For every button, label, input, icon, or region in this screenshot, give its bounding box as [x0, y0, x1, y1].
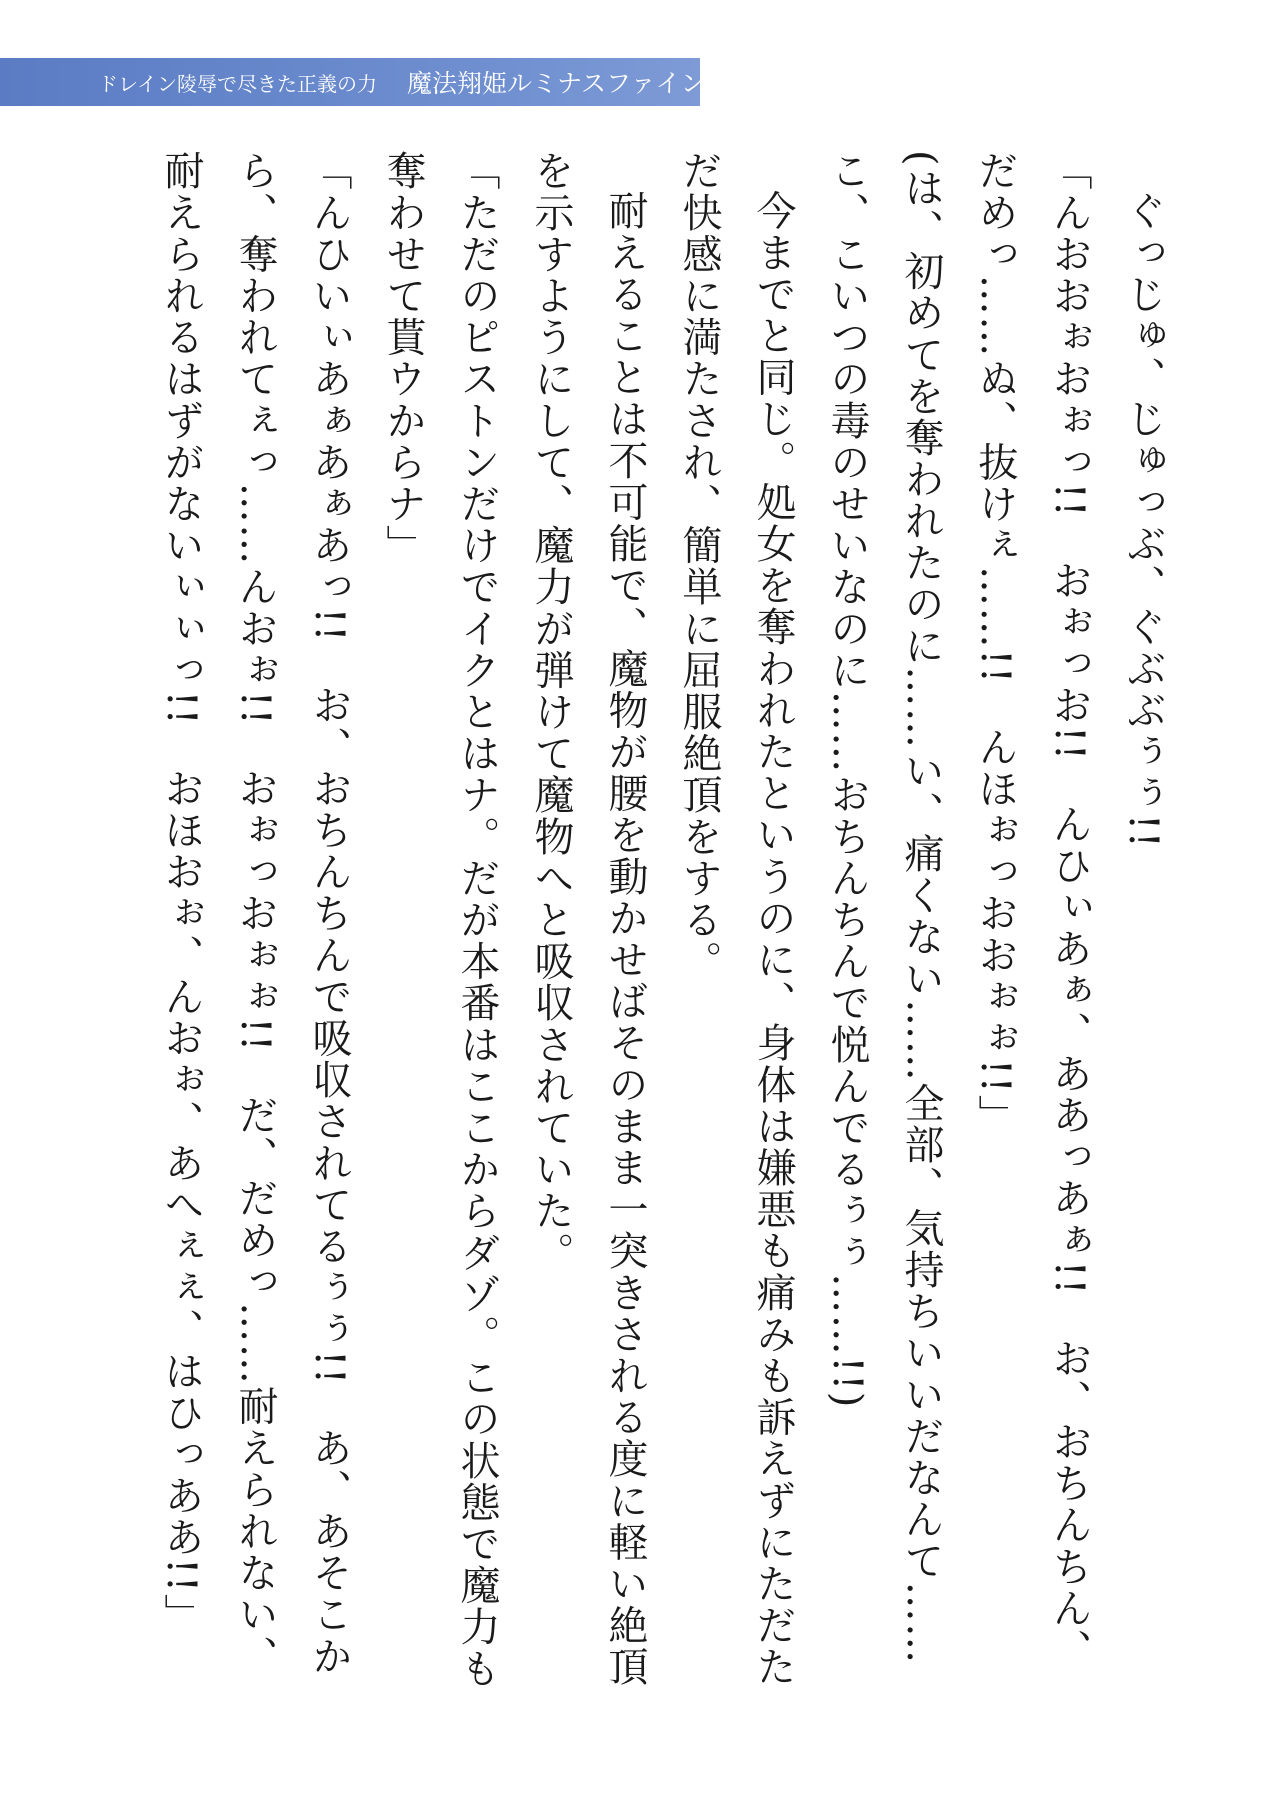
vertical-body-text	[90, 150, 1180, 1710]
paragraph: 「ただのピストンだけでイクとはナ。だが本番はここからダゾ。この状態で魔力も奪わせて貰ウからナ」	[380, 150, 500, 1690]
paragraph: 今までと同じ。処女を奪われたというのに、身体は嫌悪も痛みも訴えずにただただ快感に満たされ、簡単に屈服絶頂をする。	[676, 150, 796, 1688]
header-series-title: ドレイン陵辱で尽きた正義の力	[98, 71, 377, 96]
running-header	[0, 58, 706, 106]
paragraph: ぐっじゅ、じゅっぶ、ぐぶぶぅぅ!!	[1120, 190, 1166, 850]
paragraph: (は、初めてを奪われたのに……い、痛くない……全部、気持ちいいだなんて……こ、こいつの毒のせいなのに……おちんちんで悦んでるぅぅ……!!)	[824, 150, 944, 1665]
paragraph: 「んおおぉおぉっ!! おぉっお!! んひぃあぁ、ああっあぁ!! お、おちんちん、だめっ……ぬ、抜けぇ……!! んほぉっおおぉぉ!!」	[972, 150, 1092, 1671]
header-book-title: 魔法翔姫ルミナスファイン	[407, 69, 706, 98]
paragraph: 耐えることは不可能で、魔物が腰を動かせばそのまま一突きされる度に軽い絶頂を示すようにして、魔力が弾けて魔物へと吸収されていた。	[528, 150, 648, 1688]
paragraph: 「んひいぃあぁあぁあっ!! お、おちんちんで吸収されてるぅぅ!! あ、あそこから、奪われてぇっ……んおぉ!! おぉっおぉぉ!! だ、だめっ……耐えられない、耐えられるはずがないぃぃっ!! おほおぉ、んおぉ、あへぇぇ、はひっああ!!」	[158, 150, 352, 1677]
